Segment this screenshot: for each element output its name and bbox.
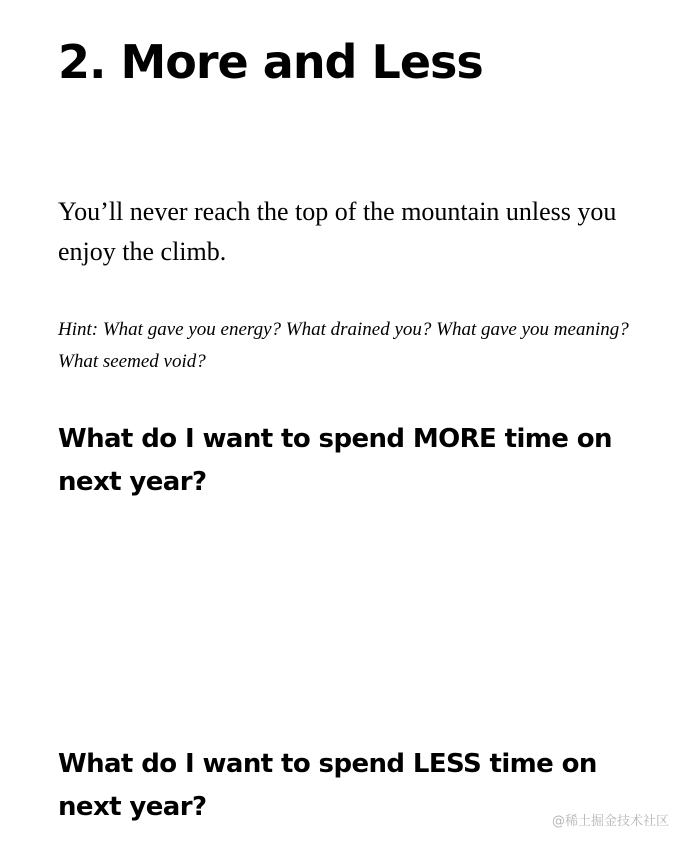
section-heading: 2. More and Less: [58, 35, 483, 89]
question-less-time: What do I want to spend LESS time on next year?: [58, 749, 597, 822]
question-more-time: What do I want to spend MORE time on next year?: [58, 424, 612, 497]
hint-text: Hint: What gave you energy? What drained you? What gave you meaning? What seemed void?: [58, 319, 629, 372]
quote-text: You’ll never reach the top of the mountain unless you enjoy the climb.: [58, 197, 617, 266]
watermark: @稀土掘金技术社区: [551, 814, 669, 829]
